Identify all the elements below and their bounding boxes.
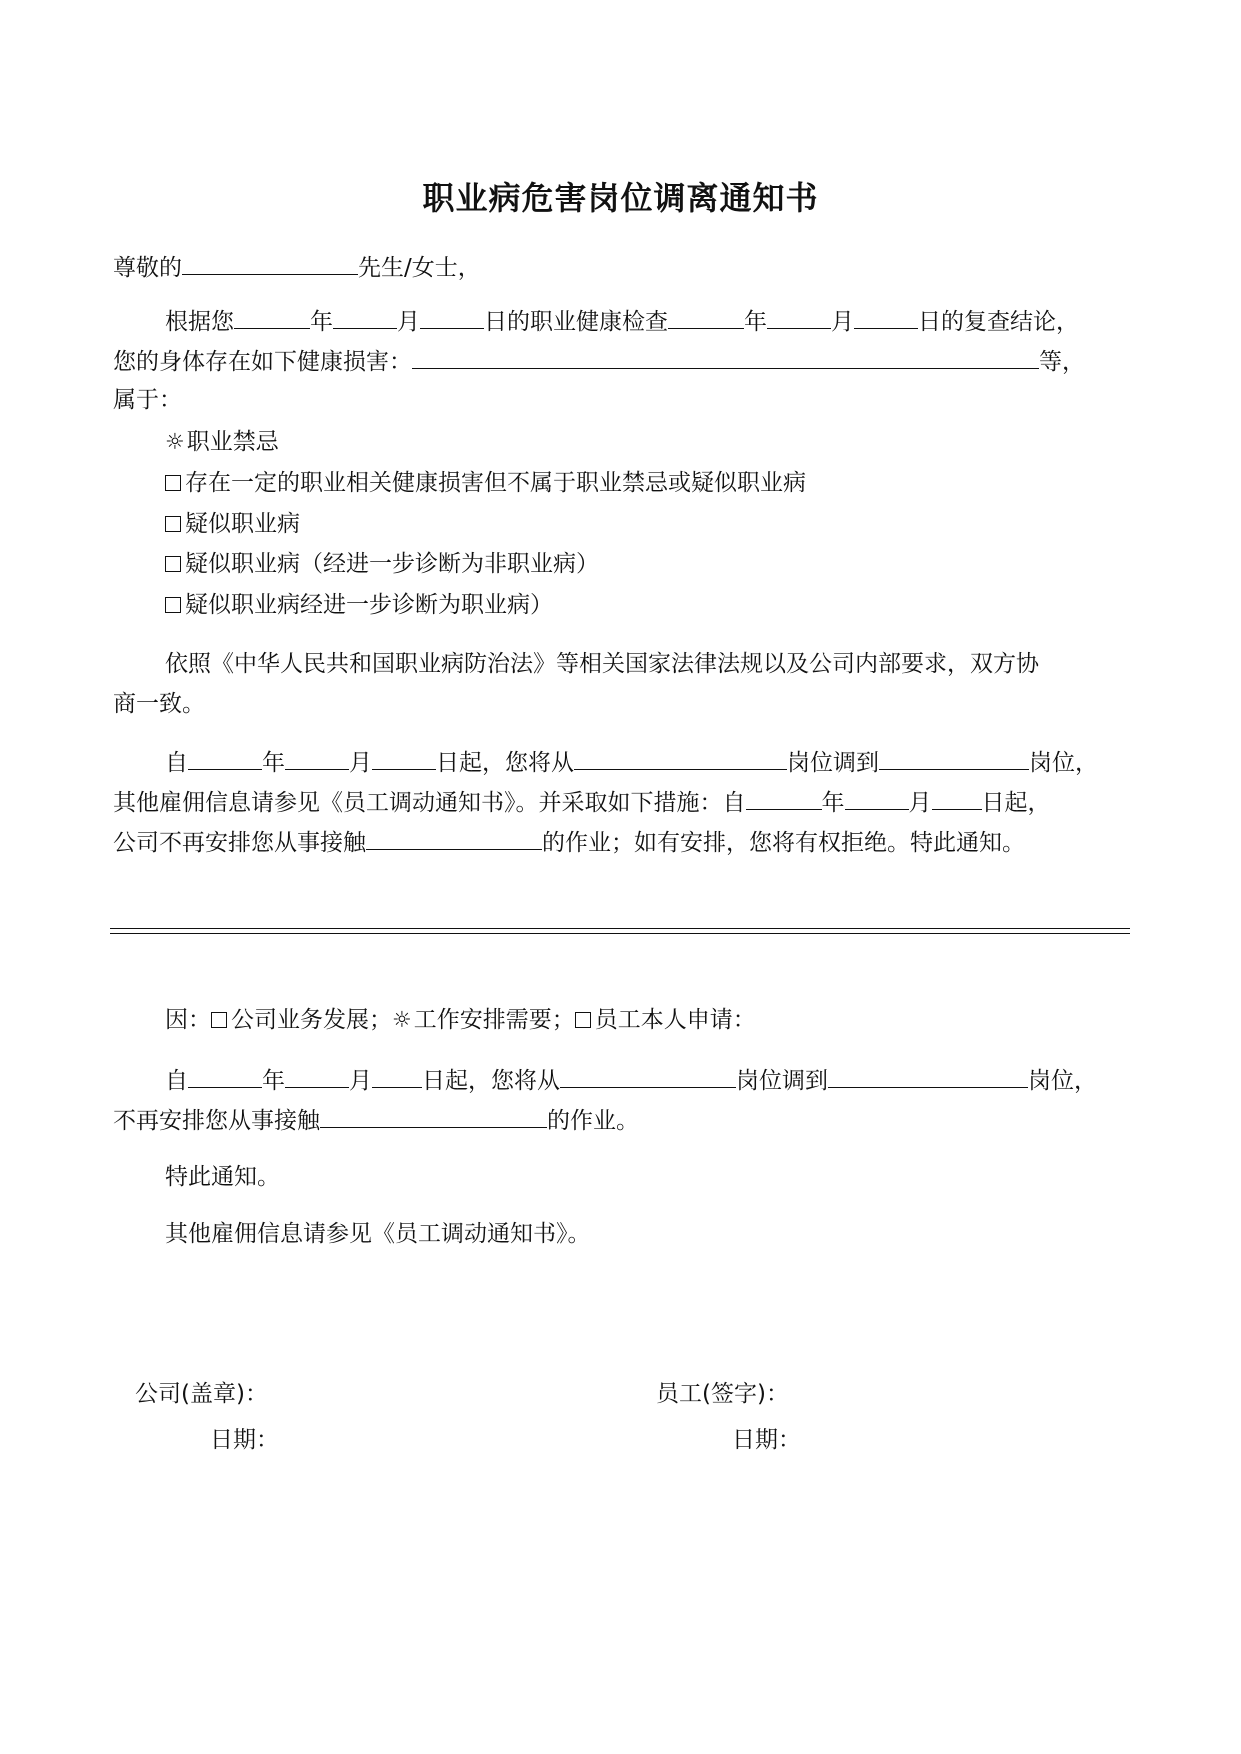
transfer1-month-blank[interactable]: [285, 743, 349, 770]
recheck-month-label: 月: [831, 309, 854, 335]
transfer2-year-blank[interactable]: [188, 1061, 262, 1088]
checkbox-icon: [165, 475, 181, 491]
option-suspected-non-disease[interactable]: [165, 546, 599, 582]
damage-suffix: 等，: [1039, 349, 1085, 375]
transfer1-from: 自: [165, 750, 188, 776]
greeting-line: [113, 248, 481, 286]
checkbox-icon: [165, 556, 181, 572]
checkbox-icon[interactable]: [211, 1012, 227, 1028]
transfer1-line-1: [165, 743, 1098, 781]
recheck-year-label: 年: [744, 309, 767, 335]
transfer1-mid: 岗位调到: [787, 750, 879, 776]
transfer1-measure-label: 其他雇佣信息请参见《员工调动通知书》。并采取如下措施：自: [113, 790, 746, 816]
measure-month-label: 月: [908, 790, 932, 816]
transfer1-day-blank[interactable]: [372, 743, 436, 770]
transfer2-year-label: 年: [262, 1068, 285, 1094]
transfer1-year-blank[interactable]: [188, 743, 262, 770]
measure-year-blank[interactable]: [746, 783, 822, 810]
measure-day-blank[interactable]: [932, 783, 982, 810]
exam-day-blank[interactable]: [420, 302, 484, 329]
option-suspected-confirmed-disease[interactable]: [165, 587, 553, 623]
measure-day-label: 日起，: [981, 790, 1051, 816]
measure-month-blank[interactable]: [845, 783, 909, 810]
recheck-day-blank[interactable]: [854, 302, 918, 329]
employee-date-label: 日期：: [732, 1427, 801, 1453]
other-info-line: 其他雇佣信息请参见《员工调动通知书》。: [165, 1221, 591, 1247]
law-line-1: 依照《中华人民共和国职业病防治法》等相关国家法律法规以及公司内部要求，双方协: [165, 651, 1039, 677]
transfer1-line-3: [113, 823, 1025, 861]
exam-line-1: [165, 302, 1079, 340]
exam-day-label: 日的职业健康检查: [484, 309, 668, 335]
transfer2-to-post-blank[interactable]: [828, 1061, 1028, 1088]
notice-line: 特此通知。: [165, 1164, 280, 1190]
sun-checkbox-icon: ☼: [165, 430, 185, 455]
reason-prefix: 因：: [165, 1007, 211, 1033]
damage-blank[interactable]: [412, 342, 1039, 369]
measure-year-label: 年: [821, 790, 845, 816]
belongs-label: 属于：: [113, 387, 182, 413]
option-label: 疑似职业病: [185, 511, 300, 537]
section-divider: [110, 933, 1130, 934]
company-date-label: 日期：: [210, 1427, 279, 1453]
recheck-month-blank[interactable]: [767, 302, 831, 329]
exam-year-label: 年: [310, 309, 333, 335]
greeting-prefix: 尊敬的: [113, 255, 182, 281]
reason-arrangement: 工作安排需要；: [413, 1007, 575, 1033]
transfer1-exposure-label: 公司不再安排您从事接触: [113, 830, 366, 856]
option-occupational-contraindication[interactable]: [165, 424, 279, 461]
exam-month-label: 月: [397, 309, 420, 335]
recheck-year-blank[interactable]: [668, 302, 744, 329]
transfer1-post-end: 岗位，: [1029, 750, 1098, 776]
exam-line-3: [113, 382, 182, 418]
transfer2-exposure-label: 不再安排您从事接触: [113, 1108, 320, 1134]
transfer2-month-blank[interactable]: [285, 1061, 349, 1088]
recheck-day-label: 日的复查结论，: [918, 309, 1079, 335]
transfer2-mid: 岗位调到: [736, 1068, 828, 1094]
document-title: 职业病危害岗位调离通知书: [422, 179, 819, 217]
section-divider: [110, 928, 1130, 929]
exam-month-blank[interactable]: [333, 302, 397, 329]
greeting-suffix: 先生/女士，: [358, 255, 481, 281]
option-suspected-disease[interactable]: [165, 506, 300, 542]
company-seal-label: 公司(盖章)：: [135, 1381, 268, 1407]
option-label: 疑似职业病经进一步诊断为职业病）: [185, 592, 553, 618]
transfer2-post-end: 岗位，: [1028, 1068, 1097, 1094]
transfer2-exposure-blank[interactable]: [320, 1101, 547, 1128]
transfer2-line-1: [165, 1061, 1097, 1099]
transfer2-day-label: 日起，您将从: [422, 1068, 560, 1094]
exam-line-2: [113, 342, 1085, 380]
checkbox-icon[interactable]: [575, 1012, 591, 1028]
transfer2-day-blank[interactable]: [372, 1061, 422, 1088]
transfer1-line-2: [113, 783, 1051, 821]
option-label: 职业禁忌: [186, 429, 279, 455]
law-line-2: 商一致。: [113, 691, 205, 717]
transfer1-day-label: 日起，您将从: [436, 750, 574, 776]
checkbox-icon: [165, 597, 181, 613]
name-blank[interactable]: [182, 248, 358, 275]
damage-label: 您的身体存在如下健康损害：: [113, 349, 412, 375]
reason-employee-request: 员工本人申请：: [594, 1007, 756, 1033]
transfer2-exposure-suffix: 的作业。: [547, 1108, 639, 1134]
transfer2-line-2: [113, 1101, 639, 1139]
transfer2-from: 自: [165, 1068, 188, 1094]
transfer1-year-label: 年: [262, 750, 285, 776]
checkbox-icon: [165, 516, 181, 532]
employee-sign-label: 员工(签字)：: [656, 1381, 789, 1407]
option-label: 存在一定的职业相关健康损害但不属于职业禁忌或疑似职业病: [185, 470, 806, 496]
transfer2-from-post-blank[interactable]: [560, 1061, 736, 1088]
transfer1-from-post-blank[interactable]: [574, 743, 787, 770]
transfer1-exposure-suffix: 的作业；如有安排，您将有权拒绝。特此通知。: [542, 830, 1025, 856]
option-label: 疑似职业病（经进一步诊断为非职业病）: [185, 551, 599, 577]
exam-text: 根据您: [165, 309, 234, 335]
reason-business: 公司业务发展；: [231, 1007, 392, 1033]
transfer2-month-label: 月: [349, 1068, 372, 1094]
transfer1-month-label: 月: [349, 750, 372, 776]
transfer1-exposure-blank[interactable]: [366, 823, 542, 850]
sun-checkbox-icon[interactable]: ☼: [392, 1008, 412, 1033]
option-related-damage[interactable]: [165, 465, 806, 501]
reason-line: [165, 1002, 756, 1039]
transfer1-to-post-blank[interactable]: [879, 743, 1029, 770]
exam-year-blank[interactable]: [234, 302, 310, 329]
